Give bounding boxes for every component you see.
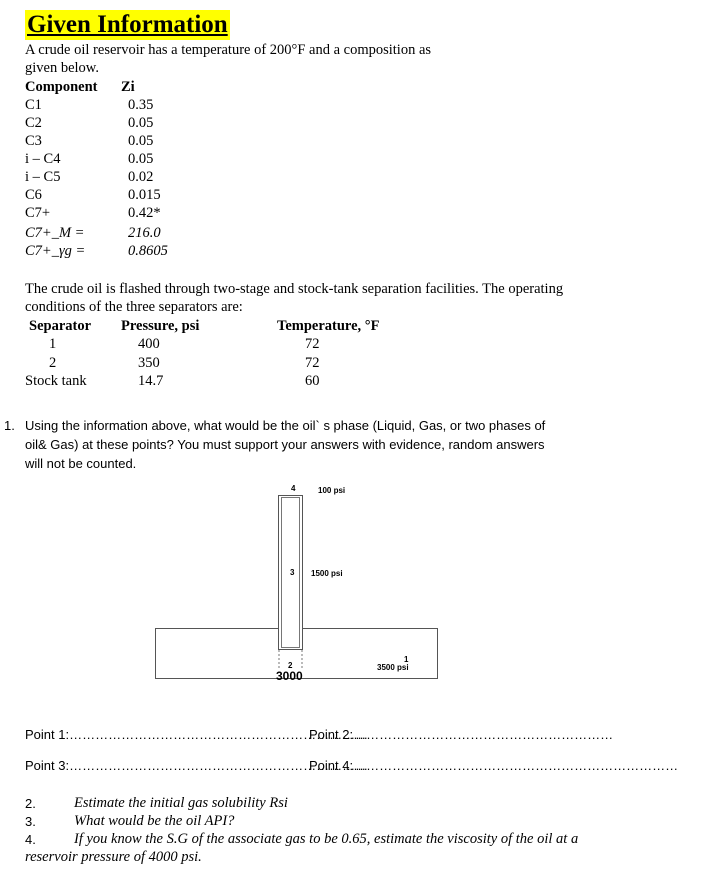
point-2-pressure: 3000 (276, 669, 303, 683)
point-3-marker: 3 (290, 568, 295, 577)
question-2-text: Estimate the initial gas solubility Rsi (74, 795, 288, 811)
separator-pressure: 14.7 (138, 373, 164, 389)
composition-zi: 0.015 (128, 187, 161, 203)
composition-header-component: Component (25, 79, 98, 95)
point-4-pressure: 100 psi (318, 486, 346, 495)
question-1-line-1: Using the information above, what would be the oil` s phase (Liquid, Gas, or two phases of (25, 418, 546, 433)
separator-pressure: 350 (138, 355, 160, 371)
separator-header-separator: Separator (29, 318, 92, 334)
page-title: Given Information (27, 11, 228, 38)
composition-zi: 0.02 (128, 169, 154, 185)
answer-point-3[interactable]: Point 3:…………………………………………………………… (25, 758, 369, 773)
composition-component: C3 (25, 133, 42, 149)
composition-component: i – C4 (25, 151, 61, 167)
flash-line-2: conditions of the three separators are: (25, 299, 243, 315)
answer-point-2[interactable]: Point 2:…………………………………………………… (309, 727, 614, 742)
separator-header-pressure: Pressure, psi (121, 318, 200, 334)
composition-zi: 0.42* (128, 205, 161, 221)
separator-name: Stock tank (25, 373, 87, 389)
question-2-number: 2. (25, 796, 36, 811)
point-2-marker: 2 (288, 661, 293, 670)
separator-name: 1 (49, 336, 57, 352)
composition-component: C2 (25, 115, 42, 131)
point-1-marker: 1 (404, 655, 409, 664)
question-1-line-2: oil& Gas) at these points? You must support your answers with evidence, random answers (25, 437, 545, 452)
composition-component: C7+_M = (25, 225, 85, 241)
composition-component: C6 (25, 187, 42, 203)
question-3-text: What would be the oil API? (74, 813, 235, 829)
question-4-text: If you know the S.G of the associate gas to be 0.65, estimate the viscosity of the oil at a (74, 831, 579, 847)
separator-pressure: 400 (138, 336, 160, 352)
answer-point-1[interactable]: Point 1:…………………………………………………………… (25, 727, 369, 742)
composition-zi: 0.05 (128, 115, 154, 131)
question-1-number: 1. (4, 418, 15, 433)
answer-point-4[interactable]: Point 4:………………………………………………………………… (309, 758, 679, 773)
composition-component: i – C5 (25, 169, 61, 185)
intro-line-2: given below. (25, 60, 99, 76)
point-4-marker: 4 (291, 484, 296, 493)
separator-temperature: 72 (305, 355, 320, 371)
intro-line-1: A crude oil reservoir has a temperature of 200°F and a composition as (25, 42, 432, 58)
composition-component: C7+ (25, 205, 51, 221)
composition-zi: 0.8605 (128, 243, 168, 259)
composition-zi: 0.05 (128, 151, 154, 167)
flash-line-1: The crude oil is flashed through two-stage and stock-tank separation facilities. The operating (25, 281, 564, 297)
composition-zi: 0.35 (128, 97, 154, 113)
composition-component: C7+_γg = (25, 243, 86, 259)
question-4-number: 4. (25, 832, 36, 847)
separator-name: 2 (49, 355, 57, 371)
composition-component: C1 (25, 97, 42, 113)
separator-temperature: 72 (305, 336, 320, 352)
question-3-number: 3. (25, 814, 36, 829)
question-1-line-3: will not be counted. (25, 456, 137, 471)
point-3-pressure: 1500 psi (311, 569, 343, 578)
composition-zi: 0.05 (128, 133, 154, 149)
question-4-continuation: reservoir pressure of 4000 psi. (25, 849, 202, 865)
point-1-pressure: 3500 psi (377, 663, 409, 672)
separator-temperature: 60 (305, 373, 320, 389)
separator-header-temperature: Temperature, °F (277, 318, 380, 334)
composition-zi: 216.0 (128, 225, 161, 241)
composition-header-zi: Zi (121, 79, 135, 95)
